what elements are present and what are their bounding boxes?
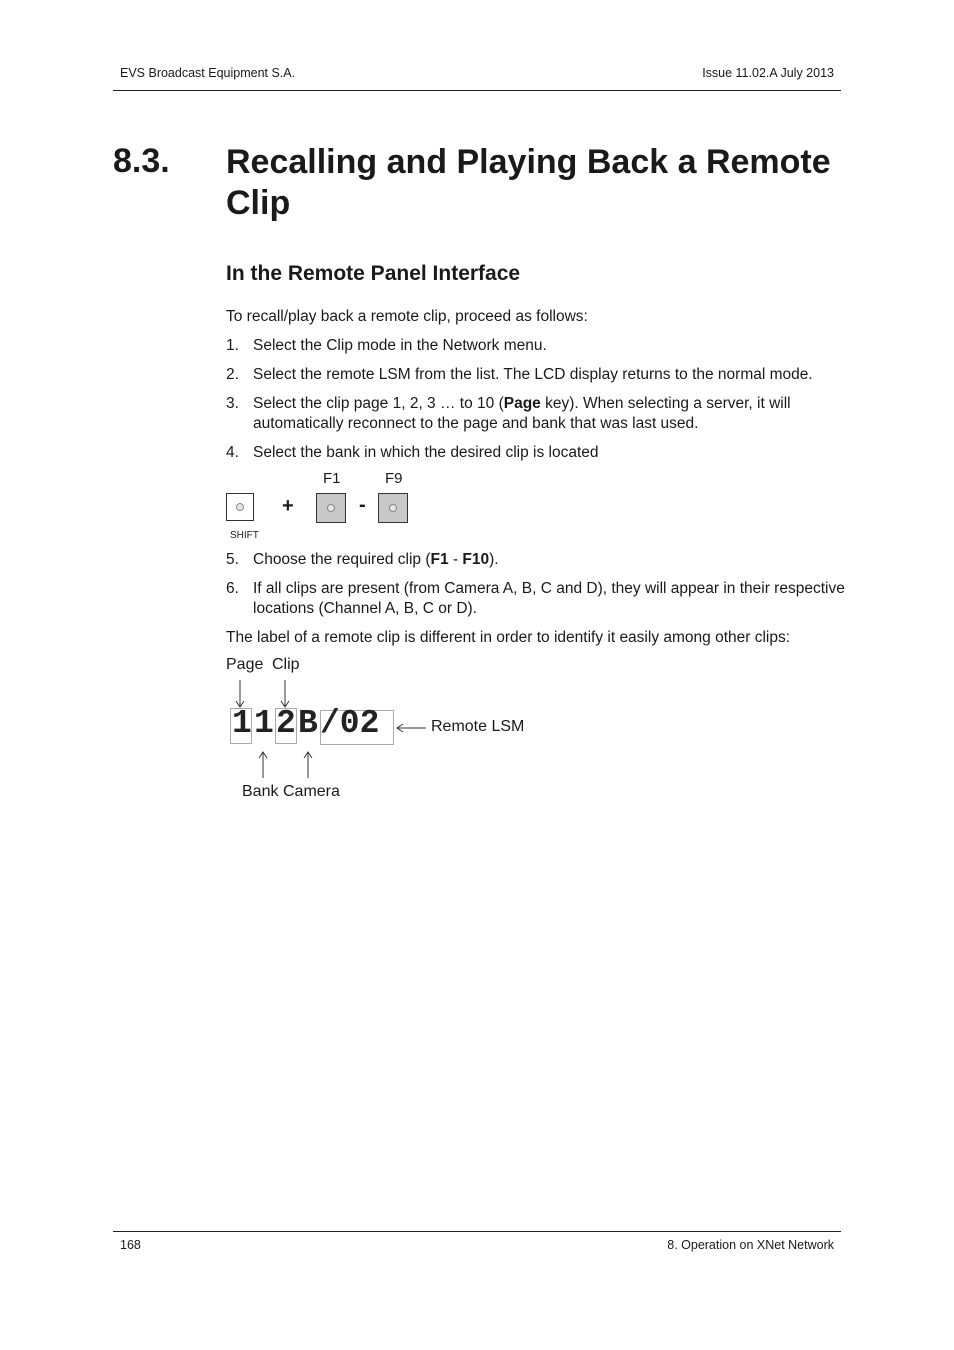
step-text-pre: Select the clip page 1, 2, 3 … to 10 ( xyxy=(253,395,504,412)
section-title: Recalling and Playing Back a Remote Clip xyxy=(226,143,831,222)
lcd-char-bank: 1 xyxy=(254,705,274,742)
footer-chapter: 8. Operation on XNet Network xyxy=(667,1238,834,1252)
f9-key xyxy=(378,493,408,523)
label-note: The label of a remote clip is different in order to identify it easily among other clips: xyxy=(226,629,791,646)
lcd-char-camera: B xyxy=(298,705,318,742)
footer-rule xyxy=(113,1231,841,1232)
bank-label: Bank xyxy=(242,783,279,800)
section-number: 8.3. xyxy=(113,142,170,180)
step-number: 5. xyxy=(226,551,239,568)
clip-label: Clip xyxy=(272,656,300,673)
key-led-icon xyxy=(389,504,397,512)
key-combination-diagram xyxy=(222,466,422,546)
f10-key-name: F10 xyxy=(462,551,490,568)
header-issue: Issue 11.02.A July 2013 xyxy=(702,66,834,80)
key-led-icon xyxy=(327,504,335,512)
camera-label: Camera xyxy=(283,783,340,800)
step-text-pre: Choose the required clip ( xyxy=(253,551,431,568)
step-number: 6. xyxy=(226,580,239,597)
lcd-chars-remote-lsm: /02 xyxy=(320,705,380,742)
step-number: 3. xyxy=(226,395,239,412)
remote-lsm-label: Remote LSM xyxy=(431,718,525,735)
page-label: Page xyxy=(226,656,264,673)
f1-key-name: F1 xyxy=(430,551,449,568)
f1-key xyxy=(316,493,346,523)
plus-sign: + xyxy=(282,495,294,517)
header-company: EVS Broadcast Equipment S.A. xyxy=(120,66,296,80)
minus-sign: - xyxy=(359,494,366,516)
step-text-mid: - xyxy=(448,551,463,568)
header-rule xyxy=(113,90,841,91)
step-text: Select the bank in which the desired clip is located xyxy=(253,444,599,461)
f1-key-label: F1 xyxy=(323,470,341,487)
page-key-name: Page xyxy=(503,395,541,412)
step-text: Select the remote LSM from the list. The LCD display returns to the normal mode. xyxy=(253,366,813,383)
step-text-post: ). xyxy=(489,551,499,568)
shift-key-label: SHIFT xyxy=(230,530,259,541)
step-text-post: key). When selecting a server, it will automatically reconnect to the page and bank that was last used. xyxy=(253,395,791,432)
step-number: 4. xyxy=(226,444,239,461)
step-number: 2. xyxy=(226,366,239,383)
step-text xyxy=(253,394,845,434)
f9-key-label: F9 xyxy=(385,470,403,487)
lcd-char-clip: 2 xyxy=(276,705,296,742)
step-text: If all clips are present (from Camera A, B, C and D), they will appear in their respective locations (Channel A, B, C or D). xyxy=(253,580,845,617)
key-led-icon xyxy=(236,503,244,511)
lcd-char-page: 1 xyxy=(232,705,252,742)
step-text xyxy=(253,550,845,570)
subheading: In the Remote Panel Interface xyxy=(226,262,521,285)
intro-text: To recall/play back a remote clip, proceed as follows: xyxy=(226,308,588,325)
step-number: 1. xyxy=(226,337,239,354)
remote-clip-label-diagram xyxy=(222,652,542,812)
shift-key xyxy=(226,493,254,521)
step-text: Select the Clip mode in the Network menu. xyxy=(253,337,547,354)
page-number: 168 xyxy=(120,1238,141,1252)
